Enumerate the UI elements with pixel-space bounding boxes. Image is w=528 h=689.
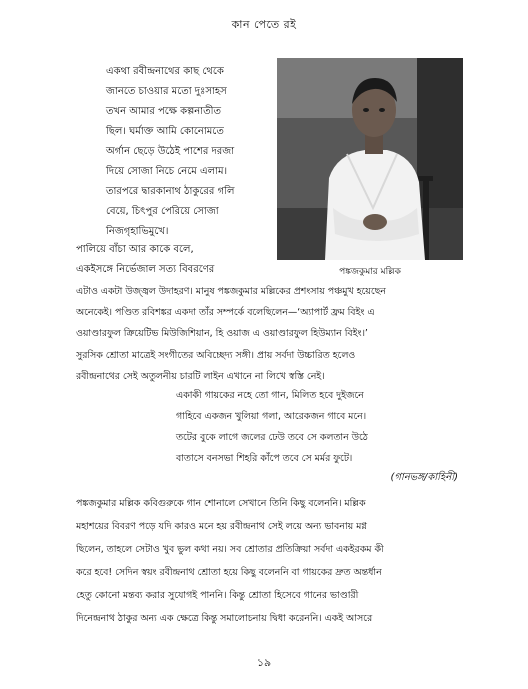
text-line: রবীন্দ্রনাথের সেই অতুলনীয় চারটি লাইন এখানে না লিখে স্বস্তি নেই। bbox=[76, 371, 325, 382]
text-line: বেয়ে, চিৎপুর পেরিয়ে সোজা bbox=[106, 206, 219, 217]
text-line: একইসঙ্গে নির্ভেজাল সত্য বিবরণের bbox=[76, 264, 215, 275]
text-line: ওয়াণ্ডারফুল ক্রিয়েটিভ মিউজিশিয়ান, হি ওয়াজ এ ওয়াণ্ডারফুল হিউম্যান বিইং।’ bbox=[76, 328, 368, 339]
text-line: তারপরে দ্বারকানাথ ঠাকুরের গলি bbox=[106, 186, 235, 197]
text-line: করে হবে! সেদিন স্বয়ং রবীন্দ্রনাথ শ্রোতা হয়ে কিছু বলেননি বা গায়কের দ্রুত অন্তর্ধান bbox=[76, 567, 382, 578]
text-line: মহাশয়ের বিবরণ পড়ে যদি কারও মনে হয় রবীন্দ্রনাথ সেই লয়ে অন্য ভাবনায় মগ্ন bbox=[76, 521, 367, 532]
text-line: এটাও একটা উজ্জ্বল উদাহরণ। মানুষ পঙ্কজকুমার মল্লিকের প্রশংসায় পঞ্চমুখ হয়েছেন bbox=[76, 286, 386, 297]
poem-line: বাতাসে বনসভা শিহরি কাঁপে তবে সে মর্মর ফুটে। bbox=[176, 453, 353, 464]
text-line: পালিয়ে বাঁচা আর কাকে বলে, bbox=[76, 244, 194, 255]
text-line: তখন আমার পক্ষে কল্পনাতীত bbox=[106, 106, 221, 117]
pre-caption-text bbox=[76, 240, 214, 280]
poem-line: গাহিবে একজন খুলিয়া গলা, আরেকজন গাবে মনে। bbox=[176, 411, 367, 422]
text-line: দিয়ে সোজা নিচে নেমে এলাম। bbox=[106, 166, 228, 177]
text-line: ছিল। ঘর্মাক্ত আমি কোনোমতে bbox=[106, 126, 224, 137]
text-line: দিনেন্দ্রনাথ ঠাকুর অন্য এক ক্ষেত্রে কিন্তু সমালোচনায় দ্বিধা করেননি। একই আসরে bbox=[76, 613, 373, 624]
portrait-illustration bbox=[277, 58, 463, 260]
photo-caption: পঙ্কজকুমার মল্লিক bbox=[339, 267, 401, 277]
poem-line: একাকী গায়কের নহে তো গান, মিলিত হবে দুইজনে bbox=[176, 390, 364, 401]
text-line: নিজগৃহাভিমুখে। bbox=[106, 226, 169, 237]
text-line: হেতু কোনো মন্তব্য করার সুযোগই পাননি। কিন্তু শ্রোতা হিসেবে গানের ভাণ্ডারী bbox=[76, 590, 359, 601]
running-header: কান পেতে রই bbox=[231, 18, 297, 31]
text-line: সুরসিক শ্রোতা মাত্রেই সংগীতের অবিচ্ছেদ্য সঙ্গী। প্রায় সর্বদা উচ্চারিত হলেও bbox=[76, 350, 356, 361]
portrait-photo bbox=[277, 58, 463, 260]
text-line: অনেকেই। পণ্ডিত রবিশঙ্কর একদা তাঁর সম্পর্কে বলেছিলেন—‘অ্যাপার্ট ফ্রম বিইং এ bbox=[76, 307, 375, 318]
text-line: জানতে চাওয়ার মতো দুঃসাহস bbox=[106, 86, 227, 97]
intro-paragraph bbox=[106, 62, 234, 242]
page-number: ১৯ bbox=[256, 656, 272, 669]
text-line: অর্গান ছেড়ে উঠেই পাশের দরজা bbox=[106, 146, 235, 157]
poem-line: তটের বুকে লাগে জলের ঢেউ তবে সে কলতান উঠে bbox=[176, 432, 368, 443]
text-line: ছিলেন, তাহলে সেটাও খুব ভুল কথা নয়। সব শ্রোতার প্রতিক্রিয়া সর্বদা একইরকম কী bbox=[76, 544, 384, 555]
text-line: পঙ্কজকুমার মল্লিক কবিগুরুকে গান শোনালে সেখানে তিনি কিছু বলেননি। মল্লিক bbox=[76, 498, 366, 509]
poem-source: (গানভঙ্গ/কাহিনী) bbox=[390, 472, 458, 483]
text-line: একথা রবীন্দ্রনাথের কাছ থেকে bbox=[106, 66, 224, 77]
